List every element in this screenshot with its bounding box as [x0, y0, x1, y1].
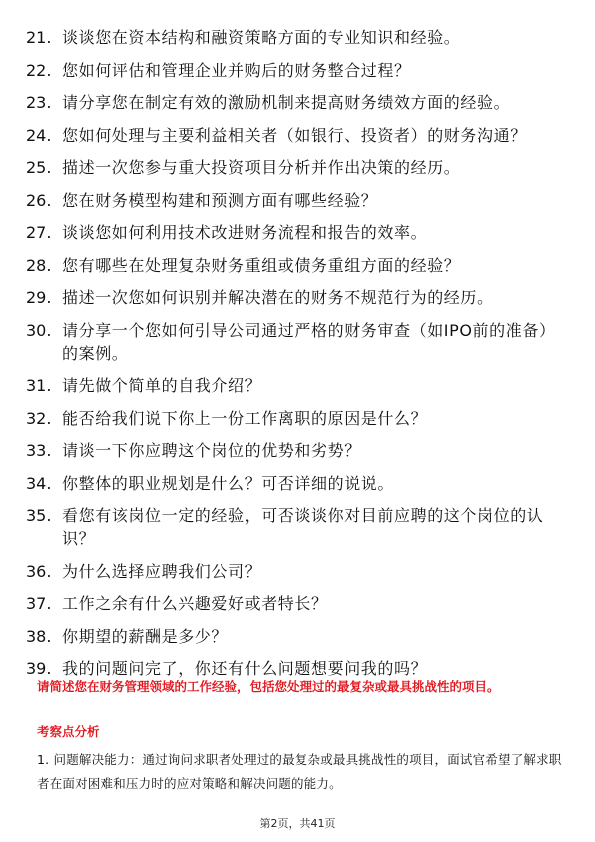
question-text: 能否给我们说下你上一份工作离职的原因是什么？	[62, 408, 428, 428]
question-number: 37.	[26, 594, 52, 613]
question-text: 请谈一下你应聘这个岗位的优势和劣势？	[62, 441, 361, 460]
question-item	[26, 407, 566, 430]
question-number: 35.	[26, 506, 52, 525]
question-text: 请分享您在制定有效的激励机制来提高财务绩效方面的经验。	[62, 93, 511, 112]
question-number: 21.	[26, 28, 52, 47]
question-text: 工作之余有什么兴趣爱好或者特长？	[62, 594, 328, 613]
question-item	[26, 221, 566, 244]
question-text: 你期望的薪酬是多少？	[62, 626, 229, 646]
question-item	[26, 286, 566, 309]
question-text: 为什么选择应聘我们公司？	[62, 561, 262, 581]
question-number: 33.	[26, 441, 52, 460]
question-number: 38.	[26, 626, 52, 646]
highlighted-question: 请简述您在财务管理领域的工作经验，包括您处理过的最复杂或最具挑战性的项目。	[37, 679, 500, 694]
question-item	[26, 124, 566, 147]
question-item	[26, 472, 566, 495]
question-text: 请分享一个您如何引导公司通过严格的财务审查（如IPO前的准备）的案例。	[62, 320, 556, 363]
question-item	[26, 91, 566, 114]
question-number: 30.	[26, 320, 52, 340]
question-text: 您如何评估和管理企业并购后的财务整合过程？	[62, 60, 411, 80]
question-text: 谈谈您在资本结构和融资策略方面的专业知识和经验。	[62, 28, 461, 47]
question-number: 32.	[26, 408, 52, 428]
question-number: 26.	[26, 190, 52, 210]
question-item	[26, 26, 566, 49]
question-item	[26, 189, 566, 212]
question-list	[26, 26, 566, 690]
analysis-paragraph: 1. 问题解决能力：通过询问求职者处理过的最复杂或最具挑战性的项目，面试官希望了解求职者在面对困难和压力时的应对策略和解决问题的能力。	[37, 752, 562, 791]
question-text: 谈谈您如何利用技术改进财务流程和报告的效率。	[62, 223, 428, 242]
question-number: 23.	[26, 93, 52, 112]
question-number: 39.	[26, 659, 52, 678]
question-item	[26, 319, 566, 365]
question-item	[26, 625, 566, 648]
question-text: 看您有该岗位一定的经验，可否谈谈你对目前应聘的这个岗位的认识？	[62, 506, 544, 548]
question-text: 您在财务模型构建和预测方面有哪些经验？	[62, 190, 378, 210]
question-item	[26, 374, 566, 397]
question-text: 你整体的职业规划是什么？可否详细的说说。	[62, 473, 395, 493]
question-text: 描述一次您参与重大投资项目分析并作出决策的经历。	[62, 158, 461, 177]
question-number: 28.	[26, 255, 52, 275]
question-number: 36.	[26, 561, 52, 581]
question-number: 25.	[26, 158, 52, 177]
question-text: 请先做个简单的自我介绍？	[62, 376, 262, 395]
question-item	[26, 657, 566, 680]
question-number: 31.	[26, 376, 52, 395]
question-item	[26, 592, 566, 615]
question-number: 24.	[26, 125, 52, 145]
question-text: 您有哪些在处理复杂财务重组或债务重组方面的经验？	[62, 255, 461, 275]
question-text: 您如何处理与主要利益相关者（如银行、投资者）的财务沟通？	[62, 125, 527, 145]
question-item	[26, 59, 566, 82]
question-item	[26, 504, 566, 550]
question-number: 29.	[26, 288, 52, 307]
question-number: 27.	[26, 223, 52, 242]
question-text: 我的问题问完了，你还有什么问题想要问我的吗？	[62, 659, 428, 678]
question-item	[26, 156, 566, 179]
question-item	[26, 254, 566, 277]
question-number: 34.	[26, 473, 52, 493]
question-item	[26, 439, 566, 462]
question-number: 22.	[26, 60, 52, 80]
question-text: 描述一次您如何识别并解决潜在的财务不规范行为的经历。	[62, 288, 494, 307]
question-item	[26, 560, 566, 583]
analysis-heading: 考察点分析	[37, 724, 100, 739]
page-footer: 第2页，共41页	[259, 817, 336, 830]
